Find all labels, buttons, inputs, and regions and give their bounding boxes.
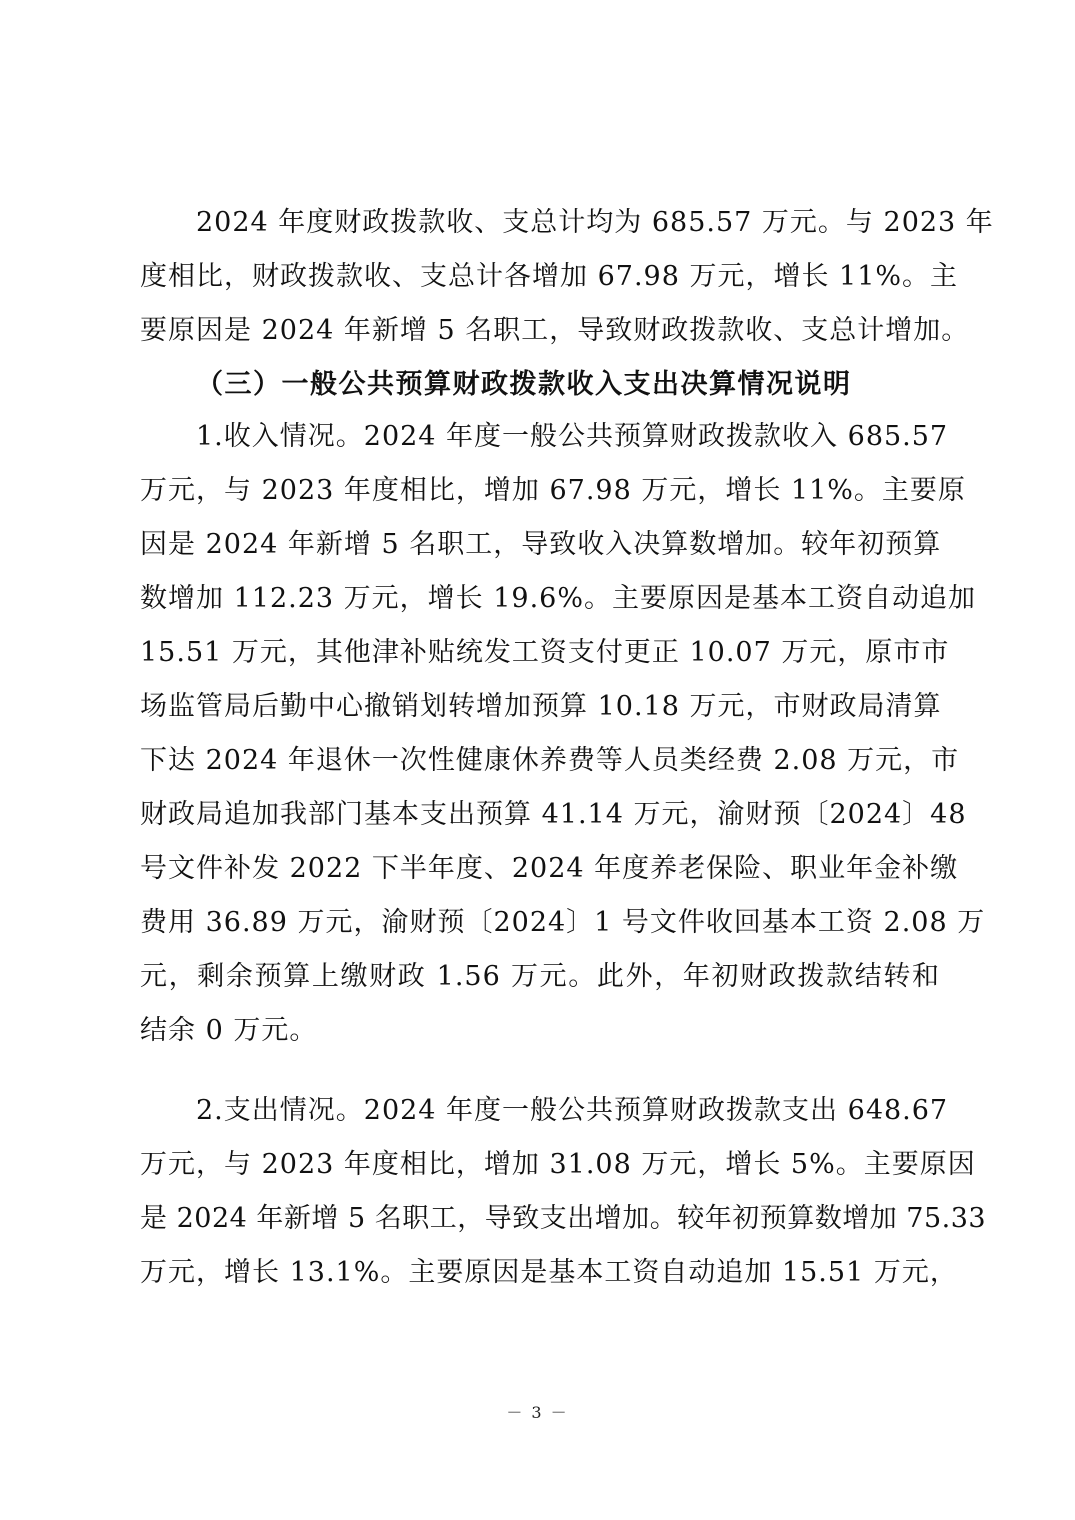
section-heading <box>140 358 940 412</box>
text-line: 号文件补发 2022 下半年度、2024 年度养老保险、职业年金补缴 <box>140 853 959 884</box>
text-line: 15.51 万元，其他津补贴统发工资支付更正 10.07 万元，原市市 <box>140 637 950 668</box>
paragraph-expenditure <box>140 1084 987 1300</box>
text-line: 度相比，财政拨款收、支总计各增加 67.98 万元，增长 11%。主 <box>140 261 959 292</box>
text-line: 要原因是 2024 年新增 5 名职工，导致财政拨款收、支总计增加。 <box>140 315 970 346</box>
text-line: 结余 0 万元。 <box>140 1015 318 1046</box>
text-line: 万元，与 2023 年度相比，增加 31.08 万元，增长 5%。主要原因 <box>140 1149 976 1180</box>
text-line: 因是 2024 年新增 5 名职工，导致收入决算数增加。较年初预算 <box>140 529 942 560</box>
text-line: 1.收入情况。2024 年度一般公共预算财政拨款收入 685.57 <box>196 421 949 452</box>
text-line: 元，剩余预算上缴财政 1.56 万元。此外，年初财政拨款结转和 <box>140 961 940 992</box>
text-line: 万元，与 2023 年度相比，增加 67.98 万元，增长 11%。主要原 <box>140 475 966 506</box>
paragraph-income <box>140 410 986 1058</box>
text-line: 2.支出情况。2024 年度一般公共预算财政拨款支出 648.67 <box>196 1095 949 1126</box>
text-line: 万元，增长 13.1%。主要原因是基本工资自动追加 15.51 万元， <box>140 1257 958 1288</box>
page-number: － 3 － <box>506 1403 569 1422</box>
text-line: 2024 年度财政拨款收、支总计均为 685.57 万元。与 2023 年 <box>196 207 994 238</box>
text-line: 财政局追加我部门基本支出预算 41.14 万元，渝财预〔2024〕48 <box>140 799 967 830</box>
section-heading-text: （三）一般公共预算财政拨款收入支出决算情况说明 <box>196 369 852 400</box>
text-line: 场监管局后勤中心撤销划转增加预算 10.18 万元，市财政局清算 <box>140 691 942 722</box>
paragraph-budget-total <box>140 196 994 358</box>
text-line: 费用 36.89 万元，渝财预〔2024〕1 号文件收回基本工资 2.08 万 <box>140 907 986 938</box>
text-line: 下达 2024 年退休一次性健康休养费等人员类经费 2.08 万元，市 <box>140 745 960 776</box>
text-line: 是 2024 年新增 5 名职工，导致支出增加。较年初预算数增加 75.33 <box>140 1203 987 1234</box>
text-line: 数增加 112.23 万元，增长 19.6%。主要原因是基本工资自动追加 <box>140 583 976 614</box>
